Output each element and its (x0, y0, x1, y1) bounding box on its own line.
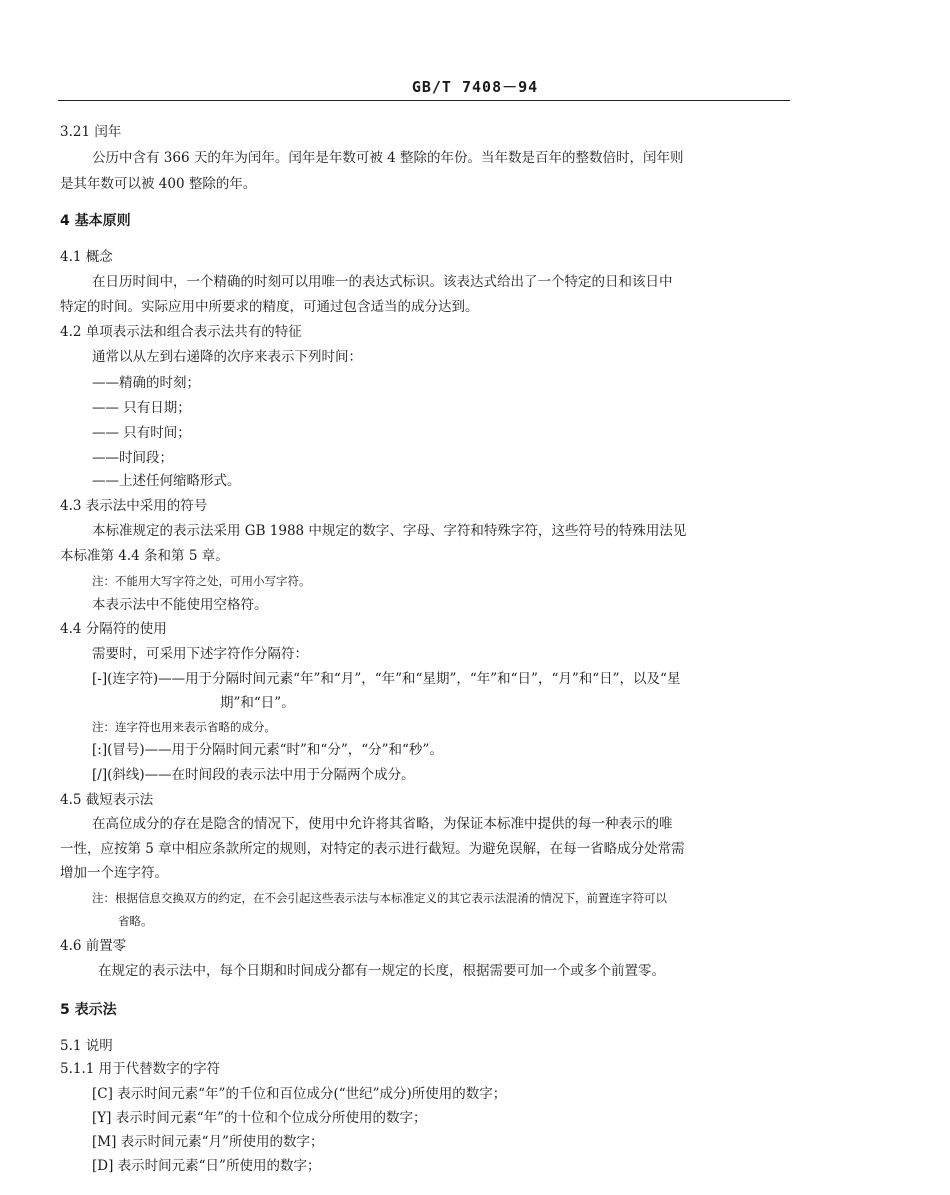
section-3-21-para-line-1: 公历中含有 366 天的年为闰年。闰年是年数可被 4 整除的年份。当年数是百年的整数倍时，闰年则 (92, 150, 684, 166)
section-4-1-para-line-2: 特定的时间。实际应用中所要求的精度，可通过包含适当的成分达到。 (60, 299, 479, 315)
section-4-1-para-line-1: 在日历时间中，一个精确的时刻可以用唯一的表达式标识。该表达式给出了一个特定的日和该日中 (92, 274, 673, 290)
list-item: —— 只有时间； (92, 425, 191, 441)
section-4-3-para-line-2: 本标准第 4.4 条和第 5 章。 (60, 548, 229, 564)
section-4-4-intro: 需要时，可采用下述字符作分隔符： (92, 646, 308, 662)
list-item: [C] 表示时间元素“年”的千位和百位成分(“世纪”成分)所使用的数字； (92, 1086, 507, 1102)
section-5-1-1-heading: 5.1.1 用于代替数字的字符 (60, 1061, 221, 1077)
section-4-4-note: 注：连字符也用来表示省略的成分。 (92, 720, 276, 734)
hyphen-separator-line-1: [-](连字符)——用于分隔时间元素“年”和“月”，“年”和“星期”，“年”和“日”，“月”和“日”，以及“星 (92, 671, 681, 687)
section-4-5-para-line-3: 增加一个连字符。 (60, 865, 168, 881)
list-item: [D] 表示时间元素“日”所使用的数字； (92, 1158, 321, 1174)
section-4-heading: 4 基本原则 (60, 213, 131, 229)
section-4-3-para-line-1: 本标准规定的表示法采用 GB 1988 中规定的数字、字母、字符和特殊字符，这些符号的特殊用法见 (92, 523, 687, 539)
list-item: ——精确的时刻； (92, 375, 200, 391)
slash-separator-line: [/](斜线)——在时间段的表示法中用于分隔两个成分。 (92, 767, 415, 783)
section-4-5-note-line-2: 省略。 (118, 914, 153, 928)
section-4-3-note: 注：不能用大写字符之处，可用小写字符。 (92, 574, 311, 588)
list-item: —— 只有日期； (92, 400, 191, 416)
list-item: ——时间段； (92, 450, 173, 466)
section-4-2-intro: 通常以从左到右递降的次序来表示下列时间： (92, 349, 362, 365)
section-4-5-heading: 4.5 截短表示法 (60, 792, 154, 808)
section-4-5-para-line-1: 在高位成分的存在是隐含的情况下，使用中允许将其省略，为保证本标准中提供的每一种表示的唯 (92, 816, 673, 832)
section-4-1-heading: 4.1 概念 (60, 249, 113, 265)
header-rule (58, 100, 790, 101)
section-4-6-para: 在规定的表示法中，每个日期和时间成分都有一规定的长度，根据需要可加一个或多个前置零。 (98, 963, 665, 979)
section-4-6-heading: 4.6 前置零 (60, 938, 127, 954)
section-4-5-para-line-2: 一性，应按第 5 章中相应条款所定的规则，对特定的表示进行截短。为避免误解，在每一省略成分处常需 (60, 841, 685, 857)
list-item: [Y] 表示时间元素“年”的十位和个位成分所使用的数字； (92, 1110, 427, 1126)
section-4-2-heading: 4.2 单项表示法和组合表示法共有的特征 (60, 324, 302, 340)
section-3-21-para-line-2: 是其年数可以被 400 整除的年。 (60, 176, 257, 192)
section-4-5-note-line-1: 注：根据信息交换双方的约定，在不会引起这些表示法与本标准定义的其它表示法混淆的情况下，前置连字符可以 (92, 891, 667, 905)
list-item: [M] 表示时间元素“月”所使用的数字； (92, 1134, 324, 1150)
section-4-3-para-line-3: 本表示法中不能使用空格符。 (92, 597, 268, 613)
section-5-1-heading: 5.1 说明 (60, 1038, 113, 1054)
section-4-4-heading: 4.4 分隔符的使用 (60, 621, 167, 637)
section-5-heading: 5 表示法 (60, 1002, 117, 1018)
section-3-21-heading: 3.21 闰年 (60, 124, 122, 140)
hyphen-separator-line-2: 期”和“日”。 (220, 695, 295, 711)
page-header-standard-code: GB/T 7408－94 (411, 78, 539, 96)
list-item: ——上述任何缩略形式。 (92, 473, 241, 489)
colon-separator-line: [:](冒号)——用于分隔时间元素“时”和“分”，“分”和“秒”。 (92, 742, 443, 758)
section-4-3-heading: 4.3 表示法中采用的符号 (60, 498, 208, 514)
